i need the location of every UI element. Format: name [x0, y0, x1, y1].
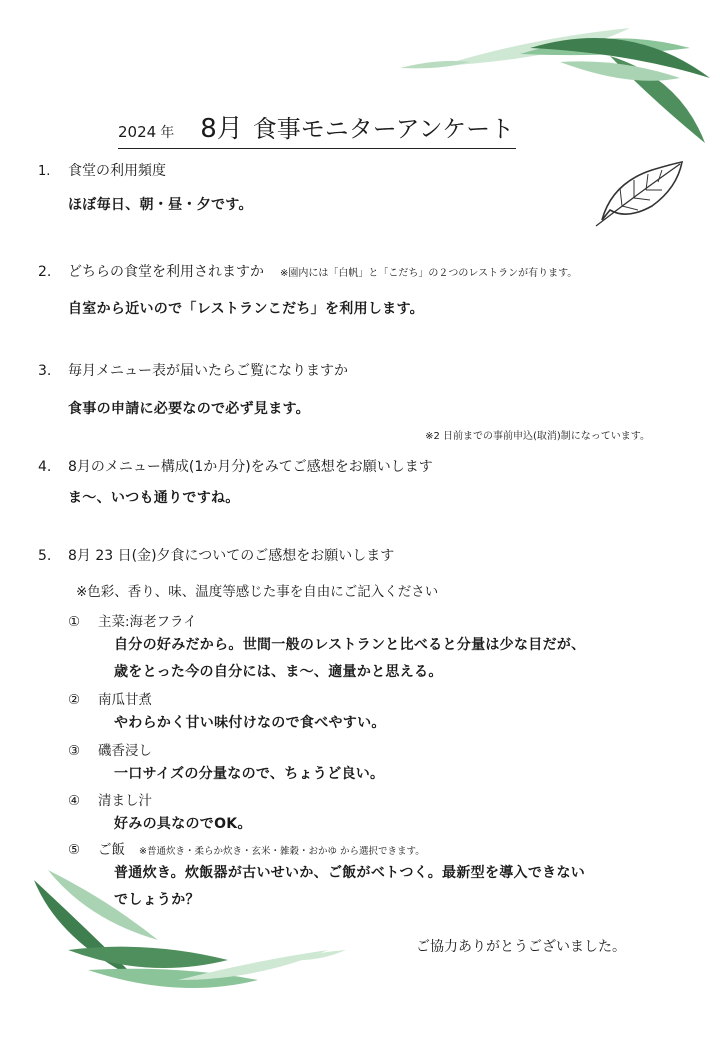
- item-label: 南瓜甘煮: [98, 692, 152, 708]
- question-number: 2.: [38, 264, 52, 280]
- item-1-answer-line-2: 歳をとった今の自分には、ま～、適量かと思える。: [114, 664, 443, 680]
- item-5-note: ※普通炊き・柔らか炊き・玄米・雑穀・おかゆ から選択できます。: [139, 846, 425, 857]
- item-3-answer: 一口サイズの分量なので、ちょうど良い。: [114, 766, 385, 782]
- question-text: 毎月メニュー表が届いたらご覧になりますか: [68, 363, 348, 379]
- item-5-answer-line-1: 普通炊き。炊飯器が古いせいか、ご飯がベトつく。最新型を導入できない: [114, 865, 586, 881]
- item-4-answer: 好みの具なのでOK。: [114, 816, 252, 832]
- question-text: 食堂の利用頻度: [68, 163, 166, 179]
- page-title: [118, 108, 516, 149]
- item-number: ②: [68, 692, 81, 708]
- item-2-label: [68, 688, 152, 708]
- item-number: ③: [68, 743, 81, 759]
- item-number: ④: [68, 793, 81, 809]
- title-month: 8月: [200, 114, 243, 144]
- answer-1: ほぼ毎日、朝・昼・夕です。: [68, 197, 253, 213]
- item-number: ⑤: [68, 842, 81, 858]
- question-note: ※園内には「白帆」と「こだち」の２つのレストランが有ります。: [280, 268, 578, 279]
- item-1-answer-line-1: 自分の好みだから。世間一般のレストランと比べると分量は少な目だが、: [114, 637, 586, 653]
- item-2-answer: やわらかく甘い味付けなので食べやすい。: [114, 715, 386, 731]
- question-4: [38, 456, 433, 476]
- question-text: どちらの食堂を利用されますか: [68, 264, 264, 280]
- answer-4: ま～、いつも通りですね。: [68, 490, 240, 506]
- question-1: [38, 160, 166, 180]
- question-number: 3.: [38, 363, 52, 379]
- leaf-outline-icon: [592, 158, 687, 228]
- question-3-note: ※2 日前までの事前申込(取消)制になっています。: [425, 431, 650, 442]
- item-label: 清まし汁: [98, 793, 152, 809]
- item-5-label: [68, 838, 425, 858]
- item-number: ①: [68, 614, 81, 630]
- answer-2: 自室から近いので「レストランこだち」を利用します。: [68, 301, 424, 317]
- closing-message: ご協力ありがとうございました。: [416, 939, 626, 955]
- question-text: 8月 23 日(金)夕食についてのご感想をお願いします: [68, 548, 395, 564]
- item-label: ご飯: [98, 842, 125, 858]
- item-3-label: [68, 739, 152, 759]
- question-2: [38, 261, 577, 281]
- answer-3: 食事の申請に必要なので必ず見ます。: [68, 401, 310, 417]
- title-year: 2024: [118, 123, 157, 141]
- title-main: 食事モニターアンケート: [252, 115, 515, 143]
- question-number: 1.: [38, 164, 51, 179]
- item-1-label: [68, 610, 197, 630]
- question-text: 8月のメニュー構成(1か月分)をみてご感想をお願いします: [68, 459, 433, 475]
- question-number: 4.: [38, 459, 52, 475]
- question-number: 5.: [38, 548, 52, 564]
- question-5: [38, 545, 394, 565]
- item-4-label: [68, 789, 152, 809]
- question-5-subnote: ※色彩、香り、味、温度等感じた事を自由にご記入ください: [76, 584, 439, 600]
- item-label: 磯香浸し: [98, 743, 152, 759]
- question-3: [38, 360, 348, 380]
- item-5-answer-line-2: でしょうか？: [114, 892, 200, 908]
- item-label: 主菜:海老フライ: [98, 614, 197, 630]
- title-year-suffix: 年: [160, 125, 175, 141]
